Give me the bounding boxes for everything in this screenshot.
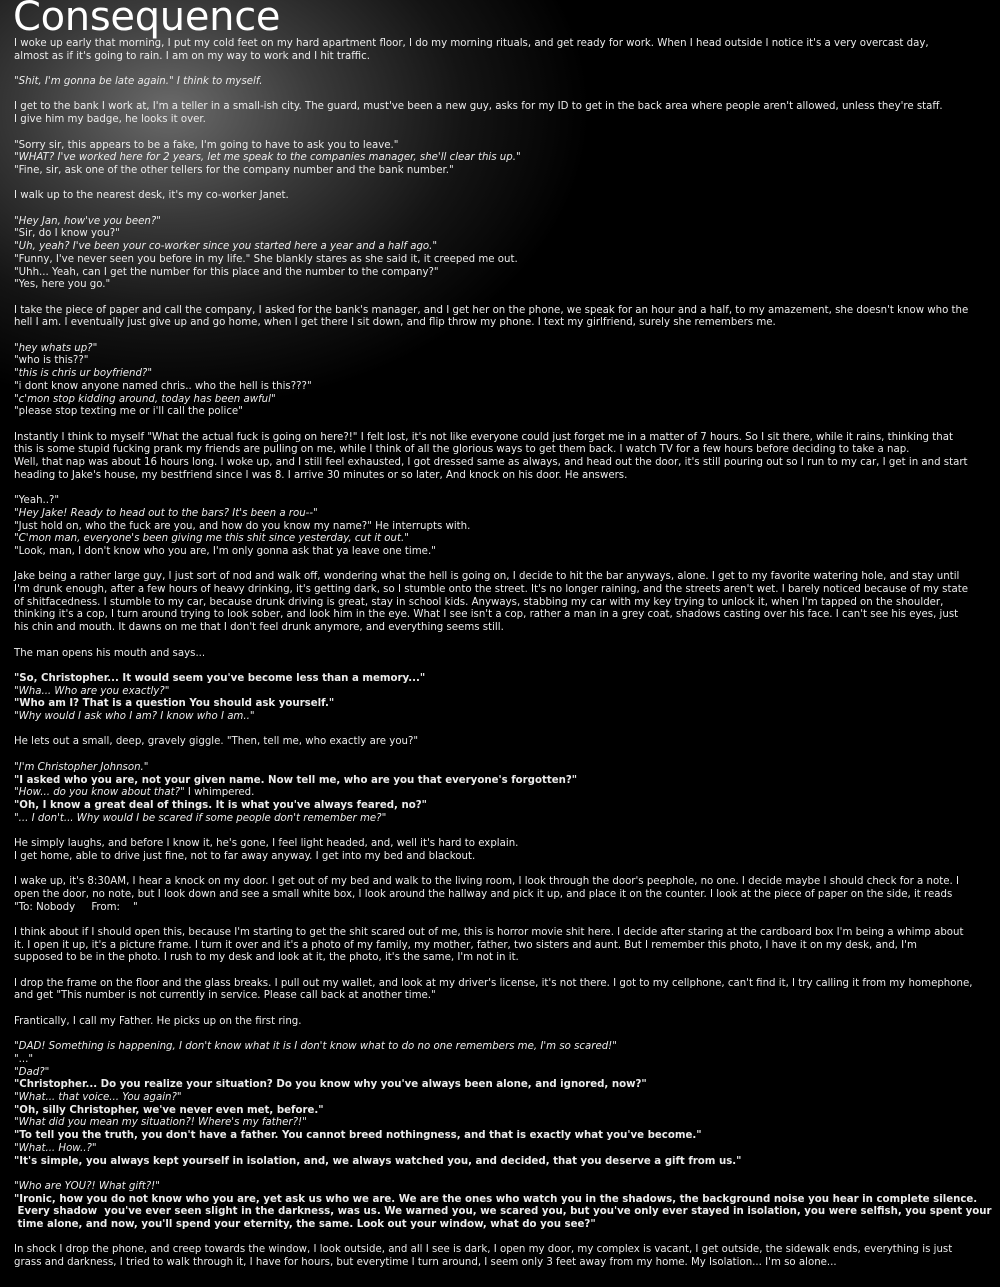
narrator-dialogue-line: "WHAT? I've worked here for 2 years, let me speak to the companies manager, she'll clear this up.": [14, 152, 521, 164]
story-line: hell I am. I eventually just give up and go home, when I get there I sit down, and flip throw my phone. I text my girlfriend, surely she remembers me.: [14, 317, 776, 329]
narrator-dialogue-line: "What did you mean my situation?! Where's my father?!": [14, 1117, 307, 1129]
story-line: of shitfacedness. I stumble to my car, because drunk driving is great, stay in school kids. Anyways, stabbing my car with my key trying to unlock it, when I'm tapped on the shoulder,: [14, 596, 944, 608]
narrator-dialogue-line: "this is chris ur boyfriend?": [14, 368, 153, 380]
story-line: Well, that nap was about 16 hours long. I woke up, and I still feel exhausted, I got dressed same as always, and head out the door, it's still pouring out so I run to my car, I get in and start: [14, 457, 968, 469]
story-line: thinking it's a cop, I turn around trying to look sober, and look him in the eye. What I see isn't a cop, rather a man in a grey coat, shadows casting over his face. I can't see his eyes, just: [14, 609, 959, 621]
narrator-dialogue-line: "Wha... Who are you exactly?": [14, 685, 170, 697]
paragraph: [14, 1244, 1000, 1269]
speaker-line: "Who am I? That is a question You should ask yourself.": [14, 698, 335, 710]
paragraph: [14, 140, 1000, 178]
story-line: "Just hold on, who the fuck are you, and how do you know my name?" He interrupts with.: [14, 520, 471, 532]
story-line: "Fine, sir, ask one of the other tellers for the company number and the bank number.": [14, 164, 454, 176]
narrator-dialogue-line: "DAD! Something is happening, I don't know what it is I don't know what to do no one remembers me, I'm so scared!": [14, 1041, 617, 1053]
story-line: and get "This number is not currently in service. Please call back at another time.": [14, 990, 436, 1002]
speaker-line: "To tell you the truth, you don't have a father. You cannot breed nothingness, and that is exactly what you've become.": [14, 1130, 702, 1142]
narrator-dialogue-line: "c'mon stop kidding around, today has been awful": [14, 393, 276, 405]
story-line: I drop the frame on the floor and the glass breaks. I pull out my wallet, and look at my driver's license, it's not there. I got to my cellphone, can't find it, I try calling it from my homephone,: [14, 977, 973, 989]
narrator-dialogue-line: "C'mon man, everyone's been giving me this shit since yesterday, cut it out.": [14, 533, 409, 545]
paragraph: [14, 673, 1000, 724]
speaker-line: "Oh, silly Christopher, we've never even met, before.": [14, 1104, 324, 1116]
story-line: "Yeah..?": [14, 495, 60, 507]
story-line: "Yes, here you go.": [14, 279, 111, 291]
narrator-dialogue-line: "Hey Jan, how've you been?": [14, 215, 161, 227]
story-line: Frantically, I call my Father. He picks up on the first ring.: [14, 1015, 302, 1027]
story-line: almost as if it's going to rain. I am on my way to work and I hit traffic.: [14, 50, 370, 62]
story-line: I woke up early that morning, I put my cold feet on my hard apartment floor, I do my morning rituals, and get ready for work. When I head outside I notice it's a very overcast day,: [14, 38, 929, 49]
story-line: He simply laughs, and before I know it, he's gone, I feel light headed, and, well it's hard to explain.: [14, 838, 519, 850]
paragraph: [14, 571, 1000, 635]
story-line: "Look, man, I don't know who you are, I'm only gonna ask that ya leave one time.": [14, 545, 436, 557]
narrator-dialogue-line: "What... How..?": [14, 1142, 97, 1154]
paragraph: [14, 76, 1000, 89]
story-line: heading to Jake's house, my bestfriend since I was 8. I arrive 30 minutes or so later, And knock on his door. He answers.: [14, 469, 628, 481]
narration-fragment: I whimpered.: [184, 787, 255, 799]
story-line: I get to the bank I work at, I'm a teller in a small-ish city. The guard, must've been a new guy, asks for my ID to get in the back area where people aren't allowed, unless they're staff.: [14, 101, 943, 113]
narrator-dialogue-line: "Why would I ask who I am? I know who I am..": [14, 711, 255, 723]
story-line: "...": [14, 1053, 34, 1065]
narrator-dialogue-line: "... I don't... Why would I be scared if some people don't remember me?": [14, 812, 387, 824]
paragraph: [14, 190, 1000, 203]
speaker-line: "Ironic, how you do not know who you are, yet ask us who we are. We are the ones who watch you in the shadows, the background noise you hear in complete silence.: [14, 1193, 978, 1205]
story-line: grass and darkness, I tried to walk through it, I have for hours, but everytime I turn around, I seem only 3 feet away from my home. My Isolation... I'm so alone...: [14, 1257, 837, 1269]
speaker-line: "I asked who you are, not your given name. Now tell me, who are you that everyone's forgotten?": [14, 774, 578, 786]
paragraph: [14, 216, 1000, 292]
speaker-line: "Christopher... Do you realize your situation? Do you know why you've always been alone, and ignored, now?": [14, 1079, 647, 1091]
narrator-dialogue-line: "Dad?": [14, 1066, 50, 1078]
story-line: I'm drunk enough, after a few hours of heavy drinking, it's getting dark, so I stumble onto the street. It's no longer raining, and the streets aren't wet. I barely noticed because of my state: [14, 584, 968, 596]
paragraph: [14, 38, 1000, 63]
paragraph: [14, 927, 1000, 965]
story-line: He lets out a small, deep, gravely giggle. "Then, tell me, who exactly are you?": [14, 736, 419, 748]
story-line: it. I open it up, it's a picture frame. I turn it over and it's a photo of my family, my mother, father, two sisters and aunt. But I remember this photo, I have it on my desk, and, I'm: [14, 939, 917, 951]
speaker-line: "Oh, I know a great deal of things. It is what you've always feared, no?": [14, 799, 427, 811]
paragraph: [14, 343, 1000, 419]
story-line: open the door, no note, but I look down and see a small white box, I look around the hallway and pick it up, and place it on the counter. I look at the piece of paper on the side, it reads: [14, 888, 953, 900]
story-line: [14, 787, 1000, 800]
story-line: Jake being a rather large guy, I just sort of nod and walk off, wondering what the hell is going on, I decide to hit the bar anyways, alone. I get to my favorite watering hole, and stay until: [14, 571, 960, 583]
paragraph: [14, 648, 1000, 661]
story-line: I get home, able to drive just fine, not to far away anyway. I get into my bed and blackout.: [14, 850, 476, 862]
narrator-dialogue-line: "hey whats up?": [14, 342, 98, 354]
narrator-dialogue-line: "Hey Jake! Ready to head out to the bars? It's been a rou--": [14, 507, 318, 519]
paragraph: [14, 1181, 1000, 1232]
narrator-dialogue-line: "Shit, I'm gonna be late again." I think to myself.: [14, 76, 263, 88]
paragraph: [14, 305, 1000, 330]
speaker-line: Every shadow you've ever seen slight in the darkness, was us. We warned you, we scared you, but you've only ever stayed in isolation, you were selfish, you spent your: [14, 1206, 992, 1218]
story-line: I walk up to the nearest desk, it's my co-worker Janet.: [14, 190, 289, 202]
paragraph: [14, 1041, 1000, 1168]
story: [14, 0, 1000, 1283]
story-body: [14, 38, 1000, 1270]
story-line: "Sorry sir, this appears to be a fake, I'm going to have to ask you to leave.": [14, 139, 399, 151]
paragraph: [14, 736, 1000, 749]
story-line: "Uhh... Yeah, can I get the number for this place and the number to the company?": [14, 266, 439, 278]
story-line: "To: Nobody From: ": [14, 901, 138, 913]
story-line: Instantly I think to myself "What the actual fuck is going on here?!" I felt lost, it's not like everyone could just forget me in a matter of 7 hours. So I sit there, while it rains, thinking that: [14, 431, 953, 443]
story-line: "Funny, I've never seen you before in my life." She blankly stares as she said it, it creeped me out.: [14, 253, 518, 265]
paragraph: [14, 838, 1000, 863]
narrator-dialogue-line: "Uh, yeah? I've been your co-worker since you started here a year and a half ago.": [14, 241, 438, 253]
story-line: I wake up, it's 8:30AM, I hear a knock on my door. I get out of my bed and walk to the living room, I look through the door's peephole, no one. I decide maybe I should check for a note. I: [14, 876, 959, 888]
story-line: his chin and mouth. It dawns on me that I don't feel drunk anymore, and everything seems still.: [14, 622, 504, 634]
story-line: "please stop texting me or i'll call the police": [14, 406, 243, 418]
paragraph: [14, 432, 1000, 483]
speaker-line: "So, Christopher... It would seem you've become less than a memory...": [14, 672, 426, 684]
story-line: I give him my badge, he looks it over.: [14, 114, 206, 126]
dialogue-fragment: "How... do you know about that?": [14, 787, 185, 799]
paragraph: [14, 1016, 1000, 1029]
narrator-dialogue-line: "What... that voice... You again?": [14, 1092, 182, 1104]
paragraph: [14, 978, 1000, 1003]
speaker-line: "It's simple, you always kept yourself in isolation, and, we always watched you, and decided, that you deserve a gift from us.": [14, 1155, 742, 1167]
story-line: "i dont know anyone named chris.. who the hell is this???": [14, 380, 312, 392]
story-line: I think about if I should open this, because I'm starting to get the shit scared out of me, this is horror movie shit here. I decide after staring at the cardboard box I'm being a whimp about: [14, 926, 964, 938]
narrator-dialogue-line: "Who are YOU?! What gift?!": [14, 1180, 160, 1192]
speaker-line: time alone, and now, you'll spend your eternity, the same. Look out your window, what do you see?": [14, 1219, 596, 1231]
story-line: "who is this??": [14, 355, 89, 367]
story-line: I take the piece of paper and call the company, I asked for the bank's manager, and I get her on the phone, we speak for an hour and a half, to my amazement, she doesn't know who the: [14, 304, 969, 316]
story-line: this is some stupid fucking prank my friends are pulling on me, while I think of all the glorious ways to get them back. I watch TV for a few hours before deciding to take a nap.: [14, 444, 910, 456]
narrator-dialogue-line: "I'm Christopher Johnson.": [14, 761, 149, 773]
paragraph: [14, 101, 1000, 126]
paragraph: [14, 876, 1000, 914]
story-line: The man opens his mouth and says...: [14, 647, 206, 659]
paragraph: [14, 762, 1000, 826]
story-line: supposed to be in the photo. I rush to my desk and look at it, the photo, it's the same, I'm not in it.: [14, 952, 519, 964]
story-title: Consequence: [13, 0, 281, 40]
story-line: "Sir, do I know you?": [14, 228, 120, 240]
paragraph: [14, 495, 1000, 559]
story-line: In shock I drop the phone, and creep towards the window, I look outside, and all I see is dark, I open my door, my complex is vacant, I get outside, the sidewalk ends, everything is just: [14, 1244, 953, 1256]
